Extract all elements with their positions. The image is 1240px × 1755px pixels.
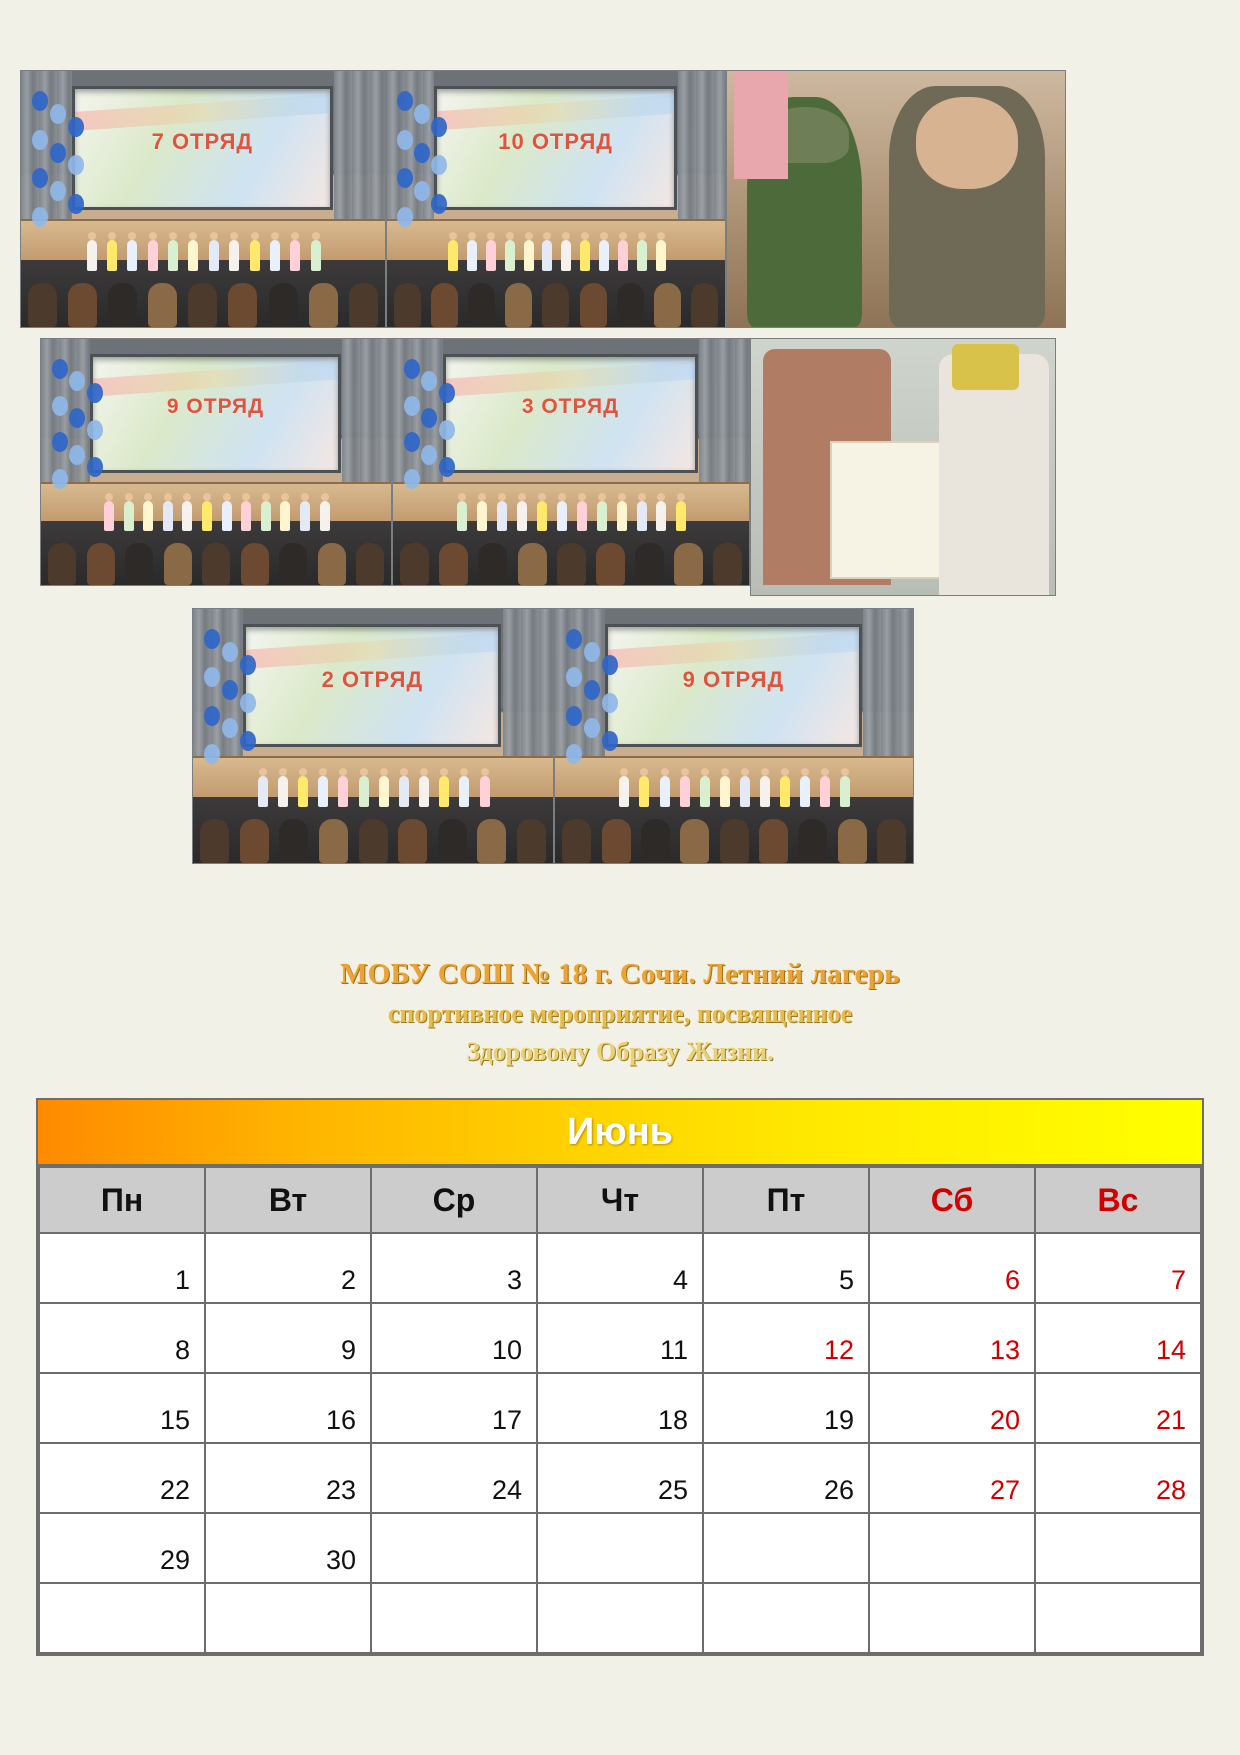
calendar-weekday-0: Пн — [39, 1167, 205, 1233]
calendar-day-empty — [205, 1583, 371, 1653]
photo-otryad-2: 2 ОТРЯД — [192, 608, 554, 864]
calendar-day-7[interactable]: 7 — [1035, 1233, 1201, 1303]
calendar-day-28[interactable]: 28 — [1035, 1443, 1201, 1513]
calendar — [36, 1098, 1204, 1656]
photo-otryad-7: 7 ОТРЯД — [20, 70, 386, 328]
calendar-day-26[interactable]: 26 — [703, 1443, 869, 1513]
calendar-table — [38, 1166, 1202, 1654]
calendar-day-empty — [703, 1513, 869, 1583]
calendar-day-empty — [537, 1513, 703, 1583]
calendar-day-empty — [371, 1583, 537, 1653]
calendar-day-6[interactable]: 6 — [869, 1233, 1035, 1303]
photo-two-men-selfie — [726, 70, 1066, 328]
calendar-day-21[interactable]: 21 — [1035, 1373, 1201, 1443]
calendar-weekday-row — [39, 1167, 1201, 1233]
calendar-weekday-6: Вс — [1035, 1167, 1201, 1233]
calendar-day-4[interactable]: 4 — [537, 1233, 703, 1303]
calendar-day-12[interactable]: 12 — [703, 1303, 869, 1373]
calendar-week-row — [39, 1303, 1201, 1373]
calendar-weekday-2: Ср — [371, 1167, 537, 1233]
photo-otryad-9: 9 ОТРЯД — [40, 338, 392, 586]
calendar-day-19[interactable]: 19 — [703, 1373, 869, 1443]
calendar-day-empty — [869, 1513, 1035, 1583]
photo-otryad-9-second: 9 ОТРЯД — [554, 608, 914, 864]
calendar-weekday-3: Чт — [537, 1167, 703, 1233]
calendar-week-row — [39, 1443, 1201, 1513]
page-subtitle-2: Здоровому Образу Жизни. — [466, 1037, 774, 1066]
photo-otryad-3: 3 ОТРЯД — [392, 338, 750, 586]
calendar-day-empty — [371, 1513, 537, 1583]
calendar-day-29[interactable]: 29 — [39, 1513, 205, 1583]
calendar-day-empty — [703, 1583, 869, 1653]
calendar-day-empty — [39, 1583, 205, 1653]
calendar-week-row — [39, 1513, 1201, 1583]
calendar-weekday-5: Сб — [869, 1167, 1035, 1233]
calendar-week-row — [39, 1373, 1201, 1443]
calendar-day-20[interactable]: 20 — [869, 1373, 1035, 1443]
calendar-day-2[interactable]: 2 — [205, 1233, 371, 1303]
calendar-day-15[interactable]: 15 — [39, 1373, 205, 1443]
calendar-day-1[interactable]: 1 — [39, 1233, 205, 1303]
calendar-day-23[interactable]: 23 — [205, 1443, 371, 1513]
calendar-day-25[interactable]: 25 — [537, 1443, 703, 1513]
calendar-day-22[interactable]: 22 — [39, 1443, 205, 1513]
calendar-day-27[interactable]: 27 — [869, 1443, 1035, 1513]
calendar-weekday-1: Вт — [205, 1167, 371, 1233]
calendar-month-label: Июнь — [566, 1110, 674, 1153]
calendar-day-10[interactable]: 10 — [371, 1303, 537, 1373]
calendar-day-24[interactable]: 24 — [371, 1443, 537, 1513]
calendar-day-17[interactable]: 17 — [371, 1373, 537, 1443]
calendar-day-16[interactable]: 16 — [205, 1373, 371, 1443]
calendar-day-empty — [1035, 1513, 1201, 1583]
page-subtitle-1: спортивное мероприятие, посвященное — [387, 999, 853, 1028]
calendar-day-18[interactable]: 18 — [537, 1373, 703, 1443]
title-block — [0, 958, 1240, 1067]
calendar-weekday-4: Пт — [703, 1167, 869, 1233]
calendar-month-header — [38, 1100, 1202, 1166]
calendar-day-11[interactable]: 11 — [537, 1303, 703, 1373]
calendar-day-30[interactable]: 30 — [205, 1513, 371, 1583]
calendar-day-empty — [537, 1583, 703, 1653]
calendar-week-row — [39, 1583, 1201, 1653]
calendar-day-empty — [869, 1583, 1035, 1653]
calendar-day-13[interactable]: 13 — [869, 1303, 1035, 1373]
calendar-day-14[interactable]: 14 — [1035, 1303, 1201, 1373]
calendar-day-empty — [1035, 1583, 1201, 1653]
calendar-day-5[interactable]: 5 — [703, 1233, 869, 1303]
calendar-day-3[interactable]: 3 — [371, 1233, 537, 1303]
calendar-day-9[interactable]: 9 — [205, 1303, 371, 1373]
photo-children-with-poster — [750, 338, 1056, 596]
page-title: МОБУ СОШ № 18 г. Сочи. Летний лагерь — [340, 958, 900, 990]
calendar-week-row — [39, 1233, 1201, 1303]
calendar-body — [39, 1233, 1201, 1653]
photo-otryad-10: 10 ОТРЯД — [386, 70, 726, 328]
calendar-day-8[interactable]: 8 — [39, 1303, 205, 1373]
